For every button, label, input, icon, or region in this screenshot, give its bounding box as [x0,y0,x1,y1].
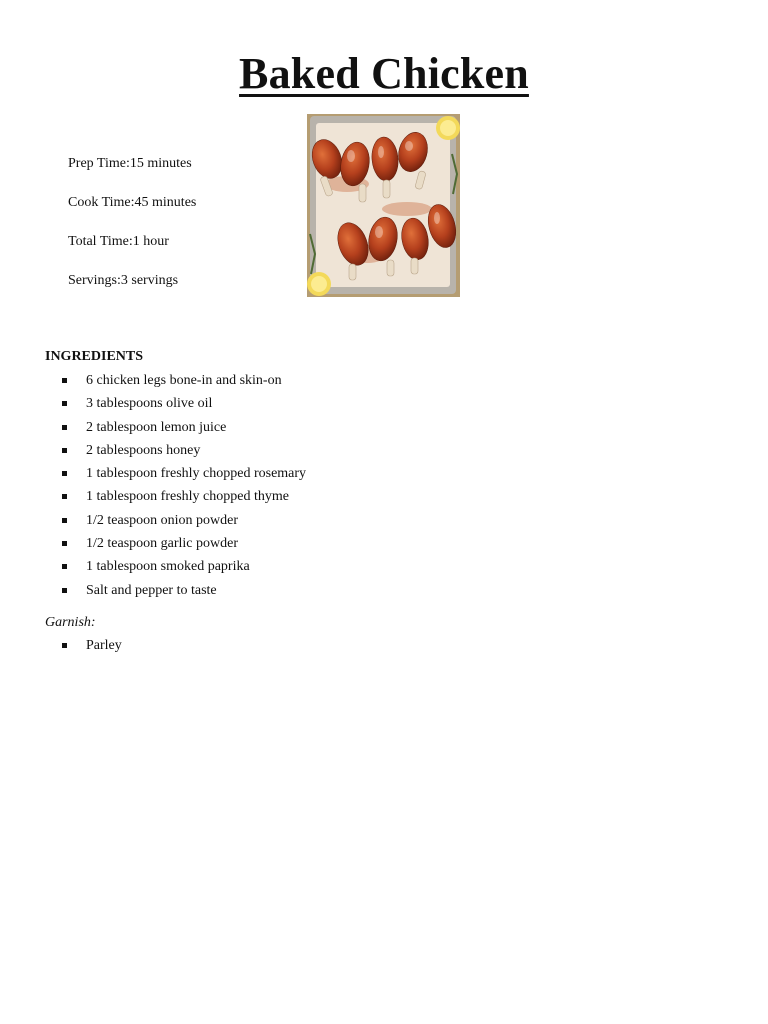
ingredients-heading: INGREDIENTS [45,349,144,364]
bullet-icon [62,564,67,569]
bullet-icon [62,518,67,523]
garnish-text: Parley [86,638,122,653]
recipe-meta [68,155,196,311]
garnish-heading: Garnish: [45,615,96,630]
list-item [62,535,306,558]
recipe-title: Baked Chicken [239,49,529,98]
bullet-icon [62,448,67,453]
bullet-icon [62,494,67,499]
list-item [62,637,122,655]
ingredients-list [62,372,306,605]
list-item [62,558,306,581]
bullet-icon [62,401,67,406]
bullet-icon [62,643,67,648]
bullet-icon [62,588,67,593]
list-item [62,465,306,488]
ingredient-text: 1/2 teaspoon garlic powder [86,536,239,552]
bullet-icon [62,378,67,383]
ingredient-text: 1 tablespoon freshly chopped rosemary [86,466,307,482]
list-item [62,488,306,511]
servings: Servings:3 servings [68,273,179,288]
bullet-icon [62,471,67,476]
garnish-list [62,637,122,655]
list-item [62,395,306,418]
bullet-icon [62,425,67,430]
ingredient-text: Salt and pepper to taste [86,582,217,598]
prep-time: Prep Time:15 minutes [68,156,192,171]
ingredient-text: 2 tablespoons honey [86,442,201,458]
ingredient-text: 6 chicken legs bone-in and skin-on [86,373,282,388]
list-item [62,372,306,395]
list-item [62,442,306,465]
list-item [62,419,306,442]
total-time: Total Time:1 hour [68,234,169,249]
list-item [62,582,306,605]
cook-time: Cook Time:45 minutes [68,195,197,210]
bullet-icon [62,541,67,546]
ingredient-text: 1/2 teaspoon onion powder [86,512,239,528]
ingredient-text: 3 tablespoons olive oil [86,396,213,412]
list-item [62,512,306,535]
ingredient-text: 1 tablespoon smoked paprika [86,559,250,575]
ingredient-text: 1 tablespoon freshly chopped thyme [86,489,289,505]
ingredient-text: 2 tablespoon lemon juice [86,419,227,435]
baked-chicken-photo [307,114,460,297]
